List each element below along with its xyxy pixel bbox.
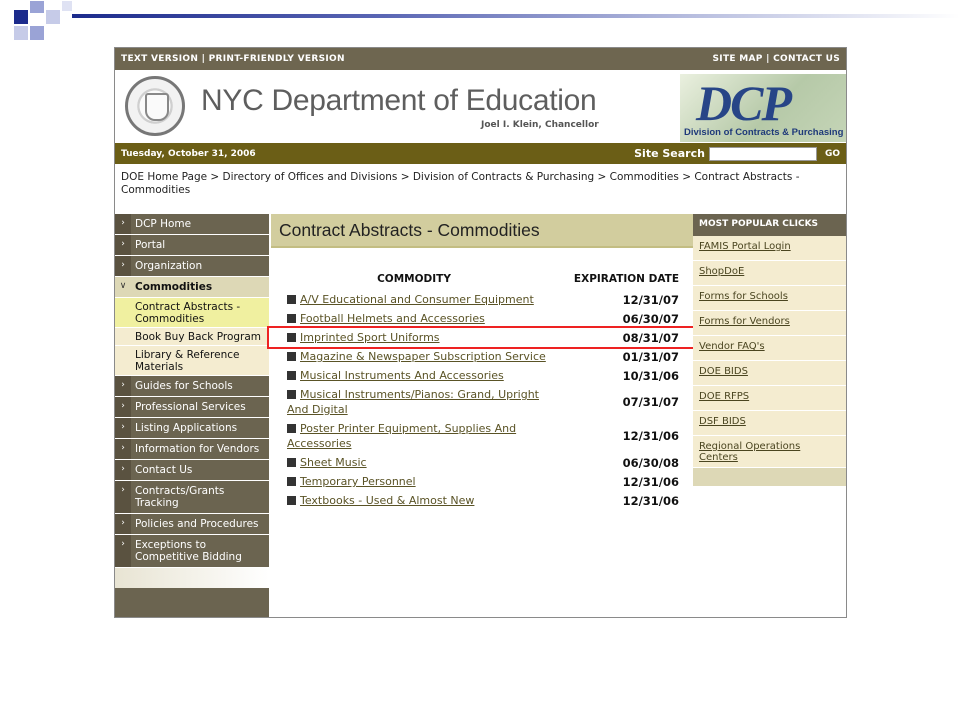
nav-item-professional-services[interactable]: [115, 397, 269, 418]
deco-square: [62, 1, 72, 11]
nav-label: Portal: [135, 239, 166, 251]
popular-clicks-footer: [693, 468, 847, 486]
nav-label: Listing Applications: [135, 422, 238, 434]
popular-link[interactable]: FAMIS Portal Login: [699, 241, 791, 252]
chevron-right-icon: ›: [115, 439, 131, 459]
chevron-right-icon: ›: [115, 535, 131, 567]
nav-label: Commodities: [135, 281, 213, 293]
dcp-logo-caption: Division of Contracts & Purchasing: [684, 127, 844, 138]
chevron-down-icon: ∨: [115, 277, 131, 297]
deco-square: [14, 10, 28, 24]
commodity-link[interactable]: Magazine & Newspaper Subscription Service: [300, 350, 546, 363]
popular-link-item: [693, 436, 847, 468]
nav-item-commodities[interactable]: [115, 277, 269, 298]
nav-label: Contact Us: [135, 464, 193, 476]
popular-link-item: [693, 361, 847, 386]
table-row: [269, 453, 693, 472]
chevron-right-icon: ›: [115, 256, 131, 276]
expiration-cell: 08/31/07: [622, 330, 679, 345]
nav-label: Contracts/Grants Tracking: [135, 485, 225, 509]
nav-label: Professional Services: [135, 401, 246, 413]
deco-square: [46, 10, 60, 24]
subnav-library-reference[interactable]: Library & Reference Materials: [115, 346, 269, 376]
expiration-cell: 06/30/08: [622, 455, 679, 470]
nyc-seal-icon: [125, 76, 185, 136]
expiration-cell: 12/31/06: [622, 474, 679, 489]
table-row: [269, 472, 693, 491]
left-navigation: [115, 214, 269, 618]
contracts-table: [269, 268, 693, 510]
square-bullet-icon: [287, 333, 296, 342]
commodity-cell: [269, 366, 559, 385]
chevron-right-icon: ›: [115, 514, 131, 534]
chancellor-name: Joel I. Klein, Chancellor: [481, 120, 599, 130]
popular-link[interactable]: Regional Operations Centers: [699, 441, 801, 463]
table-row: [269, 419, 693, 453]
utility-bar: [115, 48, 846, 70]
page-title: NYC Department of Education: [201, 84, 597, 117]
commodity-cell: [269, 309, 559, 328]
expiration-cell: 12/31/06: [622, 493, 679, 508]
dcp-logo[interactable]: [680, 74, 846, 142]
commodity-cell: [269, 472, 559, 491]
breadcrumb[interactable]: DOE Home Page > Directory of Offices and Divisions > Division of Contracts & Purchasing > Commodities > Contract Abstracts - Commodities: [115, 164, 846, 208]
table-row: [269, 491, 693, 510]
nav-label: Organization: [135, 260, 203, 272]
square-bullet-icon: [287, 496, 296, 505]
text-version-link[interactable]: TEXT VERSION | PRINT-FRIENDLY VERSION: [121, 54, 345, 64]
chevron-right-icon: ›: [115, 235, 131, 255]
popular-link-item: [693, 386, 847, 411]
table-row: [269, 290, 693, 309]
current-date: Tuesday, October 31, 2006: [121, 148, 256, 159]
nav-item-contracts-grants[interactable]: [115, 481, 269, 514]
subnav-contract-abstracts[interactable]: Contract Abstracts - Commodities: [115, 298, 269, 328]
column-header-commodity: COMMODITY: [377, 273, 451, 285]
dcp-logo-text: DCP: [696, 75, 790, 131]
popular-link[interactable]: Forms for Schools: [699, 291, 788, 302]
expiration-cell: 06/30/07: [622, 311, 679, 326]
square-bullet-icon: [287, 314, 296, 323]
nav-item-organization[interactable]: [115, 256, 269, 277]
nav-label: Policies and Procedures: [135, 518, 259, 530]
popular-link[interactable]: Vendor FAQ's: [699, 341, 765, 352]
commodity-link[interactable]: Temporary Personnel: [300, 475, 416, 488]
expiration-cell: 12/31/06: [622, 429, 679, 443]
popular-link-item: [693, 261, 847, 286]
nav-label: DCP Home: [135, 218, 192, 230]
search-go-button[interactable]: GO: [824, 148, 840, 159]
table-row: [269, 366, 693, 385]
slide-rule: [72, 14, 960, 18]
nav-item-dcp-home[interactable]: [115, 214, 269, 235]
chevron-right-icon: ›: [115, 376, 131, 396]
commodity-link[interactable]: Football Helmets and Accessories: [300, 312, 485, 325]
chevron-right-icon: ›: [115, 214, 131, 234]
browser-screenshot: [114, 47, 847, 618]
nav-item-information-vendors[interactable]: [115, 439, 269, 460]
square-bullet-icon: [287, 458, 296, 467]
popular-link-item: [693, 311, 847, 336]
nav-item-portal[interactable]: [115, 235, 269, 256]
site-header: [115, 70, 846, 143]
square-bullet-icon: [287, 352, 296, 361]
commodity-cell: [269, 347, 559, 366]
column-header-expiration: EXPIRATION DATE: [573, 273, 679, 285]
chevron-right-icon: ›: [115, 397, 131, 417]
nav-item-exceptions[interactable]: [115, 535, 269, 568]
deco-square: [30, 1, 44, 13]
deco-square: [14, 26, 28, 40]
expiration-cell: 01/31/07: [622, 349, 679, 364]
search-label: Site Search: [634, 147, 705, 160]
table-header-row: [269, 268, 693, 290]
page-body: [115, 214, 847, 618]
square-bullet-icon: [287, 424, 296, 433]
deco-square: [30, 26, 44, 40]
table-row: [269, 385, 693, 419]
popular-clicks-heading: MOST POPULAR CLICKS: [693, 214, 847, 236]
main-content: [269, 214, 693, 618]
popular-link[interactable]: Forms for Vendors: [699, 316, 790, 327]
commodity-cell: [269, 419, 559, 453]
commodity-link[interactable]: Musical Instruments/Pianos: Grand, Upright And Digital: [287, 388, 539, 416]
nav-footer-graphic: [115, 568, 269, 588]
site-map-link[interactable]: SITE MAP | CONTACT US: [712, 54, 840, 64]
popular-link[interactable]: DOE RFPS: [699, 391, 750, 402]
commodity-cell: [269, 385, 559, 419]
nav-label: Exceptions to Competitive Bidding: [135, 539, 242, 563]
nav-item-contact-us[interactable]: [115, 460, 269, 481]
commodity-link[interactable]: Musical Instruments And Accessories: [300, 369, 504, 382]
popular-link-item: [693, 236, 847, 261]
nav-item-policies[interactable]: [115, 514, 269, 535]
nav-label: Guides for Schools: [135, 380, 233, 392]
expiration-cell: 07/31/07: [622, 395, 679, 409]
commodity-cell: [269, 453, 559, 472]
site-search: [634, 147, 840, 161]
chevron-right-icon: ›: [115, 418, 131, 438]
date-bar: [115, 143, 846, 164]
commodity-cell: [269, 290, 559, 309]
commodity-link[interactable]: Textbooks - Used & Almost New: [300, 494, 475, 507]
table-row-highlighted: [269, 328, 693, 347]
popular-link-item: [693, 411, 847, 436]
square-bullet-icon: [287, 477, 296, 486]
square-bullet-icon: [287, 390, 296, 399]
nav-label: Information for Vendors: [135, 443, 260, 455]
commodity-cell: [269, 328, 559, 347]
commodity-link[interactable]: Imprinted Sport Uniforms: [300, 331, 440, 344]
subnav-book-buy-back[interactable]: Book Buy Back Program: [115, 328, 269, 346]
table-row: [269, 309, 693, 328]
popular-link-item: [693, 286, 847, 311]
commodity-link[interactable]: A/V Educational and Consumer Equipment: [300, 293, 534, 306]
square-bullet-icon: [287, 371, 296, 380]
popular-clicks-panel: [693, 214, 847, 618]
popular-link[interactable]: DOE BIDS: [699, 366, 748, 377]
search-input[interactable]: [709, 147, 817, 161]
chevron-right-icon: ›: [115, 460, 131, 480]
commodity-link[interactable]: Poster Printer Equipment, Supplies And Accessories: [287, 422, 517, 450]
popular-link[interactable]: DSF BIDS: [699, 416, 746, 427]
nav-item-listing-applications[interactable]: [115, 418, 269, 439]
commodity-cell: [269, 491, 559, 510]
content-heading: Contract Abstracts - Commodities: [271, 214, 693, 248]
nav-item-guides[interactable]: [115, 376, 269, 397]
popular-link[interactable]: ShopDoE: [699, 266, 745, 277]
commodity-link[interactable]: Sheet Music: [300, 456, 367, 469]
square-bullet-icon: [287, 295, 296, 304]
chevron-right-icon: ›: [115, 481, 131, 513]
expiration-cell: 10/31/06: [622, 368, 679, 383]
table-row: [269, 347, 693, 366]
popular-link-item: [693, 336, 847, 361]
expiration-cell: 12/31/07: [622, 292, 679, 307]
